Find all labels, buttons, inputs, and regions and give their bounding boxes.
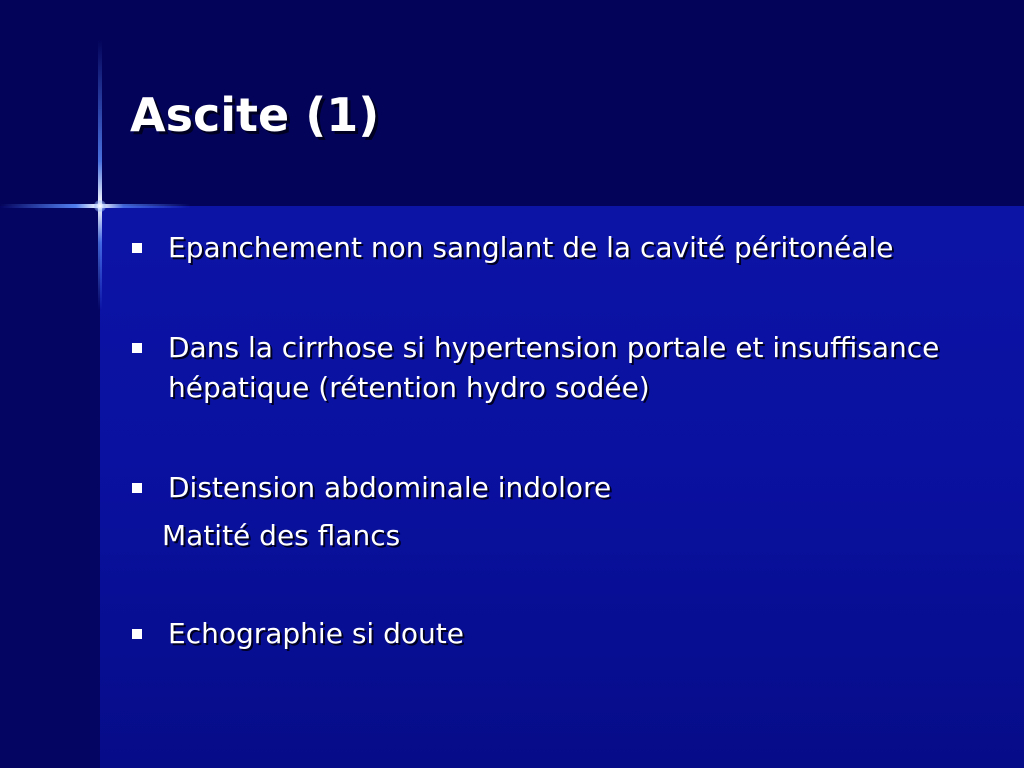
square-bullet-icon [132, 343, 142, 353]
bullet-text: Distension abdominale indolore [168, 471, 612, 504]
bullet-text: Dans la cirrhose si hypertension portale et insuffisance hépatique (rétention hydro sodée) [168, 331, 940, 404]
bullet-item [130, 328, 990, 408]
square-bullet-icon [132, 243, 142, 253]
bullet-subtext: Matité des flancs [162, 519, 401, 552]
bullet-item [130, 614, 990, 654]
bullet-text: Epanchement non sanglant de la cavité péritonéale [168, 231, 894, 264]
slide-title: Ascite (1) [130, 88, 380, 142]
bullet-list [130, 228, 990, 654]
left-margin-band [0, 206, 100, 768]
bullet-item [130, 228, 990, 268]
square-bullet-icon [132, 483, 142, 493]
bullet-item [130, 468, 990, 508]
vertical-light-streak [98, 40, 102, 310]
bullet-text: Echographie si doute [168, 617, 464, 650]
light-flare [94, 200, 106, 212]
square-bullet-icon [132, 629, 142, 639]
